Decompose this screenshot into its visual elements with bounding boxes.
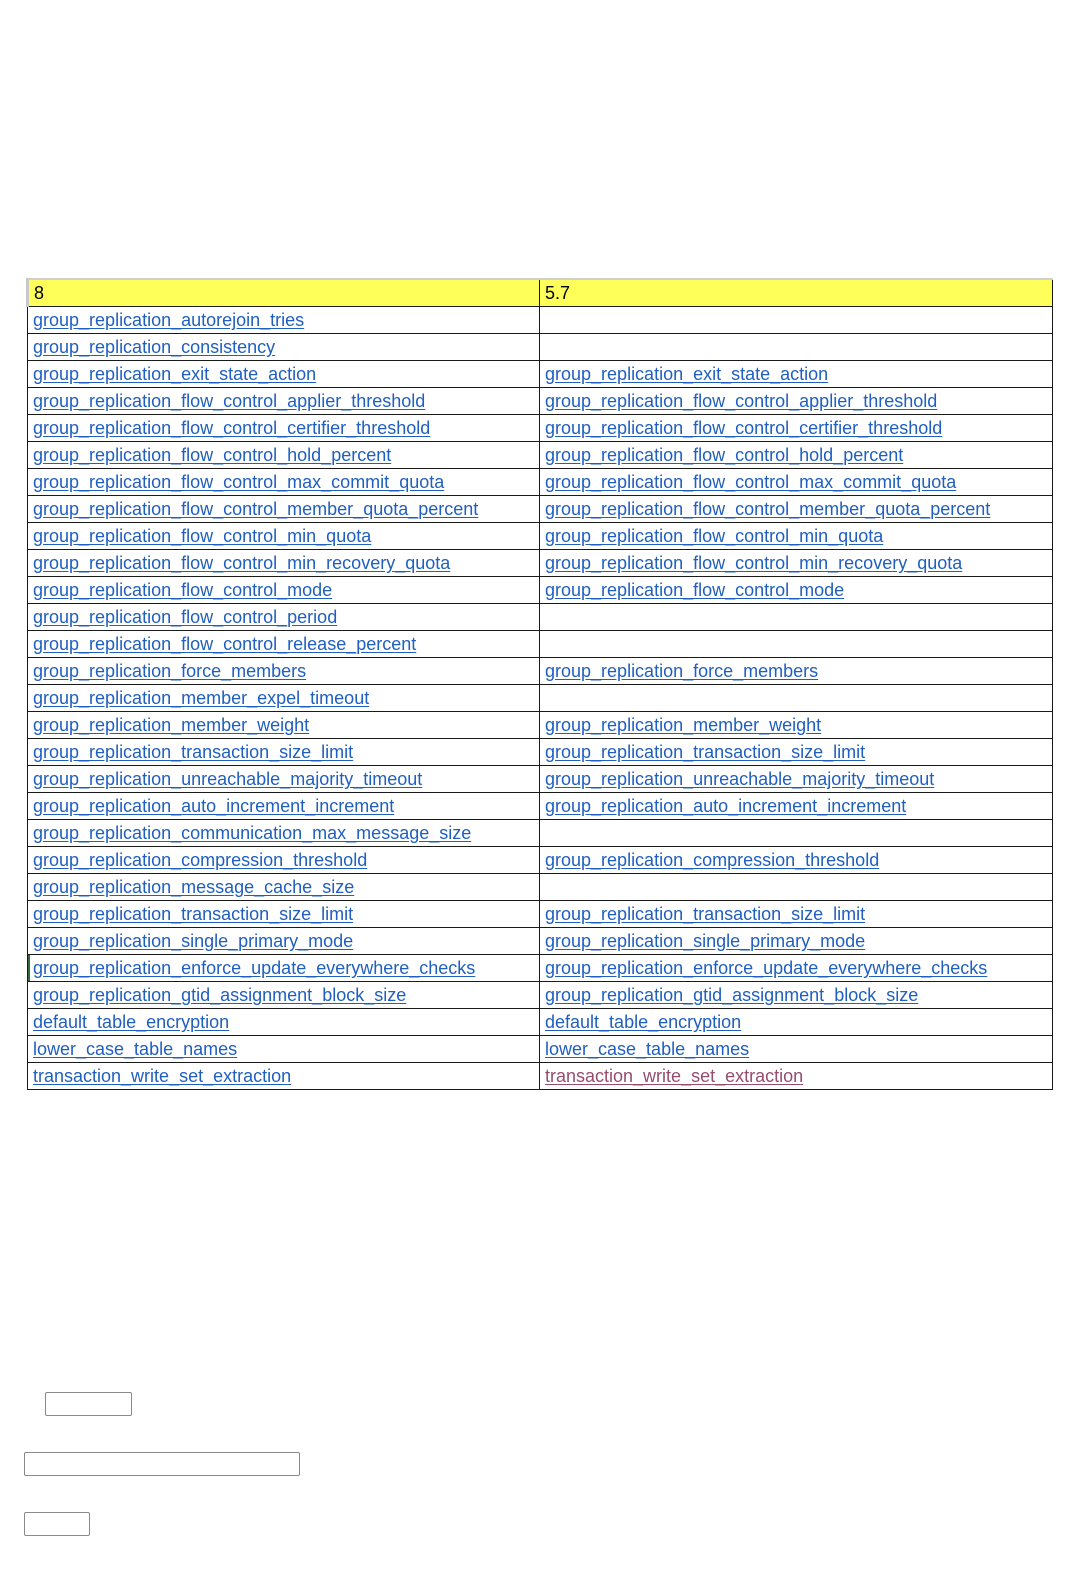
cell-version-8[interactable]: [28, 820, 540, 847]
variable-link[interactable]: group_replication_unreachable_majority_timeout: [545, 769, 935, 789]
cell-version-8[interactable]: [28, 982, 540, 1009]
table-row: [28, 928, 1053, 955]
table-row: [28, 388, 1053, 415]
variable-link[interactable]: group_replication_autorejoin_tries: [33, 310, 305, 330]
short-field-box[interactable]: [24, 1512, 90, 1536]
table-row: [28, 685, 1053, 712]
table-row: [28, 955, 1053, 982]
cell-version-8[interactable]: [28, 793, 540, 820]
cell-version-8[interactable]: [28, 415, 540, 442]
table-row: [28, 1036, 1053, 1063]
variable-link[interactable]: group_replication_member_weight: [545, 715, 822, 735]
cell-version-8[interactable]: [28, 523, 540, 550]
table-row: [28, 874, 1053, 901]
cell-version-5-7[interactable]: [540, 1009, 1053, 1036]
variable-link[interactable]: group_replication_flow_control_certifier_threshold: [33, 418, 431, 438]
variable-link[interactable]: group_replication_flow_control_applier_threshold: [545, 391, 938, 411]
variable-link[interactable]: group_replication_member_expel_timeout: [33, 688, 370, 708]
table-row: [28, 982, 1053, 1009]
cell-version-5-7[interactable]: [540, 685, 1053, 712]
cell-version-8[interactable]: [28, 955, 540, 982]
cell-version-5-7[interactable]: [540, 631, 1053, 658]
header-row: [28, 279, 1053, 307]
variable-link[interactable]: group_replication_flow_control_applier_threshold: [33, 391, 426, 411]
cell-version-5-7[interactable]: [540, 334, 1053, 361]
cell-version-5-7[interactable]: [540, 766, 1053, 793]
cell-version-5-7[interactable]: [540, 604, 1053, 631]
variable-link[interactable]: lower_case_table_names: [33, 1039, 238, 1059]
table-row: [28, 820, 1053, 847]
variable-link[interactable]: group_replication_auto_increment_increment: [33, 796, 395, 816]
table-row: [28, 901, 1053, 928]
cell-version-8[interactable]: [28, 442, 540, 469]
cell-version-5-7[interactable]: [540, 442, 1053, 469]
cell-version-8[interactable]: [28, 739, 540, 766]
table-row: [28, 1009, 1053, 1036]
variable-link[interactable]: group_replication_flow_control_mode: [33, 580, 333, 600]
variable-link[interactable]: group_replication_flow_control_hold_percent: [545, 445, 904, 465]
variable-link[interactable]: group_replication_compression_threshold: [33, 850, 368, 870]
table-row: [28, 793, 1053, 820]
table-row: [28, 739, 1053, 766]
variable-link[interactable]: group_replication_transaction_size_limit: [545, 904, 866, 924]
variable-link[interactable]: group_replication_exit_state_action: [545, 364, 829, 384]
variable-link[interactable]: group_replication_transaction_size_limit: [545, 742, 866, 762]
cell-version-5-7[interactable]: [540, 1063, 1053, 1090]
variable-link[interactable]: group_replication_flow_control_mode: [545, 580, 845, 600]
cell-version-8[interactable]: [28, 766, 540, 793]
cell-version-5-7[interactable]: [540, 739, 1053, 766]
variable-link[interactable]: group_replication_gtid_assignment_block_size: [33, 985, 407, 1005]
variable-link[interactable]: group_replication_flow_control_member_quota_percent: [545, 499, 991, 519]
cell-version-5-7[interactable]: [540, 793, 1053, 820]
variable-link[interactable]: group_replication_flow_control_period: [33, 607, 338, 627]
cell-version-8[interactable]: [28, 577, 540, 604]
cell-version-8[interactable]: [28, 307, 540, 334]
cell-version-8[interactable]: [28, 928, 540, 955]
variable-link[interactable]: transaction_write_set_extraction: [545, 1066, 804, 1086]
variable-link[interactable]: group_replication_single_primary_mode: [33, 931, 354, 951]
table-row: [28, 1063, 1053, 1090]
cell-version-8[interactable]: [28, 361, 540, 388]
variable-link[interactable]: group_replication_flow_control_release_percent: [33, 634, 417, 654]
variable-link[interactable]: group_replication_auto_increment_increment: [545, 796, 907, 816]
cell-version-8[interactable]: [28, 388, 540, 415]
cell-version-5-7[interactable]: [540, 307, 1053, 334]
table-row: [28, 307, 1053, 334]
cell-version-8[interactable]: [28, 631, 540, 658]
table-row: [28, 631, 1053, 658]
variable-link[interactable]: group_replication_flow_control_max_commit_quota: [545, 472, 957, 492]
table-row: [28, 712, 1053, 739]
cell-version-5-7[interactable]: [540, 847, 1053, 874]
cell-version-5-7[interactable]: [540, 415, 1053, 442]
variable-link[interactable]: group_replication_consistency: [33, 337, 276, 357]
header-cell-version-8[interactable]: 8: [28, 279, 540, 307]
variable-link[interactable]: group_replication_force_members: [33, 661, 307, 681]
cell-version-5-7[interactable]: [540, 496, 1053, 523]
variable-link[interactable]: group_replication_flow_control_min_quota: [545, 526, 884, 546]
variable-link[interactable]: group_replication_flow_control_min_recovery_quota: [33, 553, 451, 573]
cell-version-8[interactable]: [28, 550, 540, 577]
variable-link[interactable]: group_replication_flow_control_member_quota_percent: [33, 499, 479, 519]
variable-link[interactable]: group_replication_flow_control_certifier_threshold: [545, 418, 943, 438]
cell-version-8[interactable]: [28, 1009, 540, 1036]
table-row: [28, 577, 1053, 604]
variable-link[interactable]: group_replication_force_members: [545, 661, 819, 681]
table-row: [28, 766, 1053, 793]
table-row: [28, 604, 1053, 631]
variable-link[interactable]: group_replication_flow_control_hold_percent: [33, 445, 392, 465]
variable-link[interactable]: default_table_encryption: [33, 1012, 230, 1032]
small-field-box[interactable]: [45, 1392, 132, 1416]
cell-version-8[interactable]: [28, 334, 540, 361]
table-row: [28, 442, 1053, 469]
cell-version-5-7[interactable]: [540, 928, 1053, 955]
variable-link[interactable]: group_replication_flow_control_max_commit_quota: [33, 472, 445, 492]
cell-version-8[interactable]: [28, 901, 540, 928]
cell-version-8[interactable]: [28, 604, 540, 631]
variable-link[interactable]: group_replication_transaction_size_limit: [33, 904, 354, 924]
cell-version-5-7[interactable]: [540, 469, 1053, 496]
variable-link[interactable]: group_replication_enforce_update_everywhere_checks: [545, 958, 988, 978]
cell-version-8[interactable]: [28, 469, 540, 496]
cell-version-8[interactable]: [28, 496, 540, 523]
cell-version-8[interactable]: [28, 685, 540, 712]
cell-version-5-7[interactable]: [540, 361, 1053, 388]
cell-version-5-7[interactable]: [540, 874, 1053, 901]
variable-link[interactable]: group_replication_communication_max_message_size: [33, 823, 472, 843]
variable-link[interactable]: group_replication_compression_threshold: [545, 850, 880, 870]
cell-version-5-7[interactable]: [540, 550, 1053, 577]
cell-version-5-7[interactable]: [540, 820, 1053, 847]
cell-version-5-7[interactable]: [540, 658, 1053, 685]
variable-link[interactable]: group_replication_enforce_update_everywhere_checks: [33, 958, 476, 978]
cell-version-5-7[interactable]: [540, 523, 1053, 550]
table-row: [28, 523, 1053, 550]
comparison-table: [26, 278, 1053, 1090]
cell-version-5-7[interactable]: [540, 955, 1053, 982]
cell-version-5-7[interactable]: [540, 388, 1053, 415]
variable-link[interactable]: transaction_write_set_extraction: [33, 1066, 292, 1086]
table-row: [28, 847, 1053, 874]
variable-link[interactable]: group_replication_unreachable_majority_timeout: [33, 769, 423, 789]
variable-link[interactable]: group_replication_exit_state_action: [33, 364, 317, 384]
variable-link[interactable]: default_table_encryption: [545, 1012, 742, 1032]
cell-version-5-7[interactable]: [540, 1036, 1053, 1063]
variable-link[interactable]: group_replication_transaction_size_limit: [33, 742, 354, 762]
cell-version-8[interactable]: [28, 712, 540, 739]
cell-version-5-7[interactable]: [540, 712, 1053, 739]
variable-link[interactable]: lower_case_table_names: [545, 1039, 750, 1059]
cell-version-8[interactable]: [28, 847, 540, 874]
table-row: [28, 361, 1053, 388]
table-row: [28, 469, 1053, 496]
table-row: [28, 334, 1053, 361]
wide-field-box[interactable]: [24, 1452, 300, 1476]
cell-version-5-7[interactable]: [540, 982, 1053, 1009]
cell-version-5-7[interactable]: [540, 901, 1053, 928]
cell-version-8[interactable]: [28, 874, 540, 901]
variable-link[interactable]: group_replication_flow_control_min_recovery_quota: [545, 553, 963, 573]
table-row: [28, 415, 1053, 442]
header-cell-version-5-7[interactable]: 5.7: [540, 279, 1053, 307]
variable-link[interactable]: group_replication_single_primary_mode: [545, 931, 866, 951]
cell-version-8[interactable]: [28, 1036, 540, 1063]
table-row: [28, 496, 1053, 523]
variable-link[interactable]: group_replication_message_cache_size: [33, 877, 355, 897]
cell-version-8[interactable]: [28, 658, 540, 685]
cell-version-8[interactable]: [28, 1063, 540, 1090]
variable-link[interactable]: group_replication_flow_control_min_quota: [33, 526, 372, 546]
variable-link[interactable]: group_replication_member_weight: [33, 715, 310, 735]
cell-version-5-7[interactable]: [540, 577, 1053, 604]
variable-link[interactable]: group_replication_gtid_assignment_block_size: [545, 985, 919, 1005]
table-row: [28, 550, 1053, 577]
table-row: [28, 658, 1053, 685]
